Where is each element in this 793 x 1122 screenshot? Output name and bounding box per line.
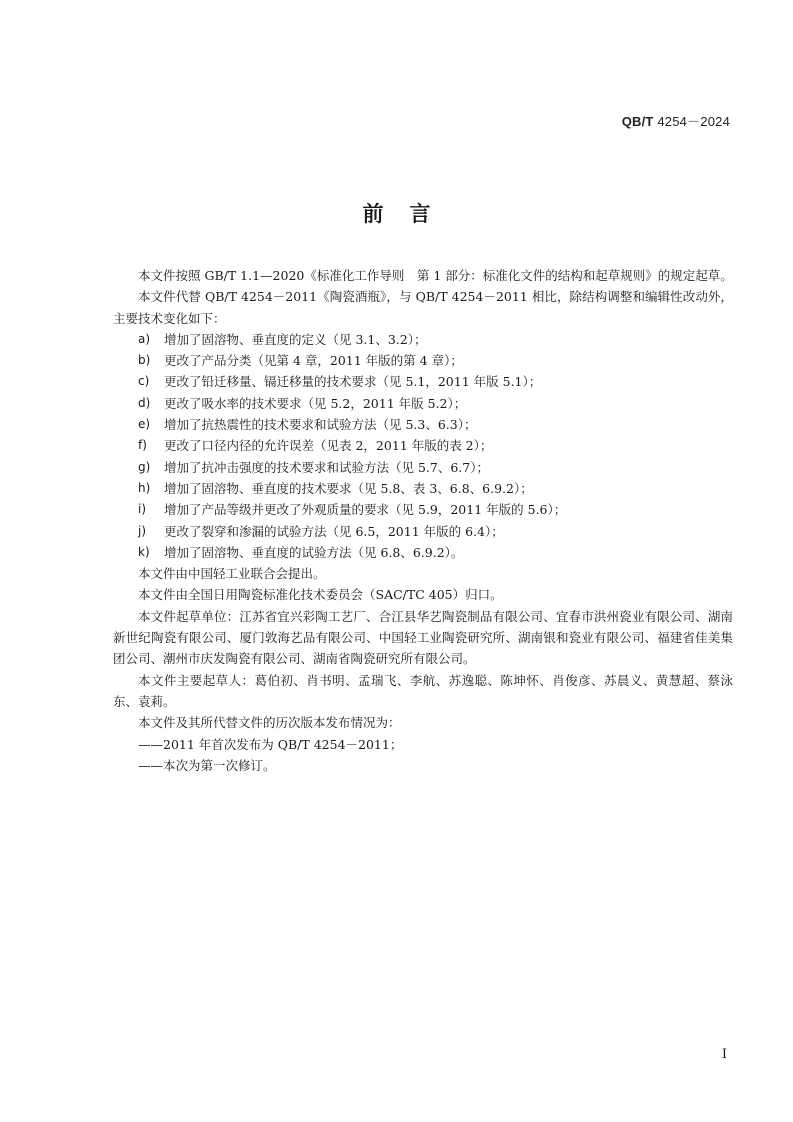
list-marker: i) xyxy=(138,502,147,517)
page-number: I xyxy=(721,1047,727,1062)
list-item xyxy=(113,371,733,392)
list-marker: f) xyxy=(138,438,147,453)
paragraph-replacement: 本文件代替 QB/T 4254－2011《陶瓷酒瓶》，与 QB/T 4254－2011 相比，除结构调整和编辑性改动外，主要技术变化如下： xyxy=(113,289,733,326)
list-marker: j) xyxy=(138,523,147,538)
page-title: 前言 xyxy=(362,202,457,226)
list-item-text: 增加了抗热震性的技术要求和试验方法（见 5.3、6.3）； xyxy=(164,417,477,433)
list-marker: h) xyxy=(138,480,151,495)
list-item-text: 更改了裂穿和渗漏的试验方法（见 6.5，2011 年版的 6.4）； xyxy=(164,523,504,539)
document-body xyxy=(113,265,733,776)
list-item xyxy=(113,542,733,563)
technical-changes-list xyxy=(113,329,733,563)
list-item-text: 增加了抗冲击强度的技术要求和试验方法（见 5.7、6.7）； xyxy=(164,459,489,475)
paragraph-drafting-units: 本文件起草单位：江苏省宜兴彩陶工艺厂、合江县华艺陶瓷制品有限公司、宜春市洪州瓷业有限公司、湖南新世纪陶瓷有限公司、厦门敦海艺品有限公司、中国轻工业陶瓷研究所、湖南银和瓷业有限公司、福建省佳美集团公司、潮州市庆发陶瓷有限公司、湖南省陶瓷研究所有限公司。 xyxy=(113,608,733,667)
list-item xyxy=(113,499,733,520)
document-code xyxy=(622,111,730,130)
list-item xyxy=(113,457,733,478)
list-item-text: 增加了固溶物、垂直度的定义（见 3.1、3.2）； xyxy=(164,331,427,347)
list-item xyxy=(113,478,733,499)
paragraph-committee: 本文件由全国日用陶瓷标准化技术委员会（SAC/TC 405）归口。 xyxy=(138,587,503,603)
list-marker: c) xyxy=(138,374,150,389)
list-item xyxy=(113,329,733,350)
list-item-text: 更改了吸水率的技术要求（见 5.2，2011 年版 5.2）； xyxy=(164,395,467,411)
list-item xyxy=(113,350,733,371)
paragraph-proposer: 本文件由中国轻工业联合会提出。 xyxy=(138,566,326,582)
document-code-prefix: QB/T xyxy=(621,114,654,129)
list-marker: k) xyxy=(138,544,150,559)
paragraph-drafters: 本文件主要起草人：葛伯初、肖书明、孟瑞飞、李航、苏逸聪、陈坤怀、肖俊彦、苏晨义、黄慧超、蔡泳东、袁莉。 xyxy=(113,672,733,709)
list-item-text: 增加了产品等级并更改了外观质量的要求（见 5.9，2011 年版的 5.6）； xyxy=(164,502,567,518)
document-code-number: 4254－2024 xyxy=(653,114,730,129)
list-item xyxy=(113,435,733,456)
list-item-text: 增加了固溶物、垂直度的技术要求（见 5.8、表 3、6.8、6.9.2）； xyxy=(164,480,533,496)
list-marker: d) xyxy=(138,395,151,410)
list-item-text: 更改了口径内径的允许误差（见表 2，2011 年版的表 2）； xyxy=(164,438,493,454)
history-item: ——2011 年首次发布为 QB/T 4254－2011； xyxy=(138,736,403,752)
list-item-text: 更改了产品分类（见第 4 章，2011 年版的第 4 章）； xyxy=(164,353,463,369)
list-item-text: 更改了铅迁移量、镉迁移量的技术要求（见 5.1，2011 年版 5.1）； xyxy=(164,374,542,390)
list-marker: e) xyxy=(138,417,151,432)
list-item xyxy=(113,393,733,414)
paragraph-version-history: 本文件及其所代替文件的历次版本发布情况为： xyxy=(138,715,401,731)
list-marker: b) xyxy=(138,353,151,368)
list-item-text: 增加了固溶物、垂直度的试验方法（见 6.8、6.9.2）。 xyxy=(164,544,464,560)
list-marker: a) xyxy=(138,331,151,346)
list-item xyxy=(113,414,733,435)
list-marker: g) xyxy=(138,459,151,474)
history-item: ——本次为第一次修订。 xyxy=(138,757,276,773)
paragraph-drafting-basis: 本文件按照 GB/T 1.1—2020《标准化工作导则 第 1 部分：标准化文件的结构和起草规则》的规定起草。 xyxy=(138,268,733,283)
list-item xyxy=(113,521,733,542)
